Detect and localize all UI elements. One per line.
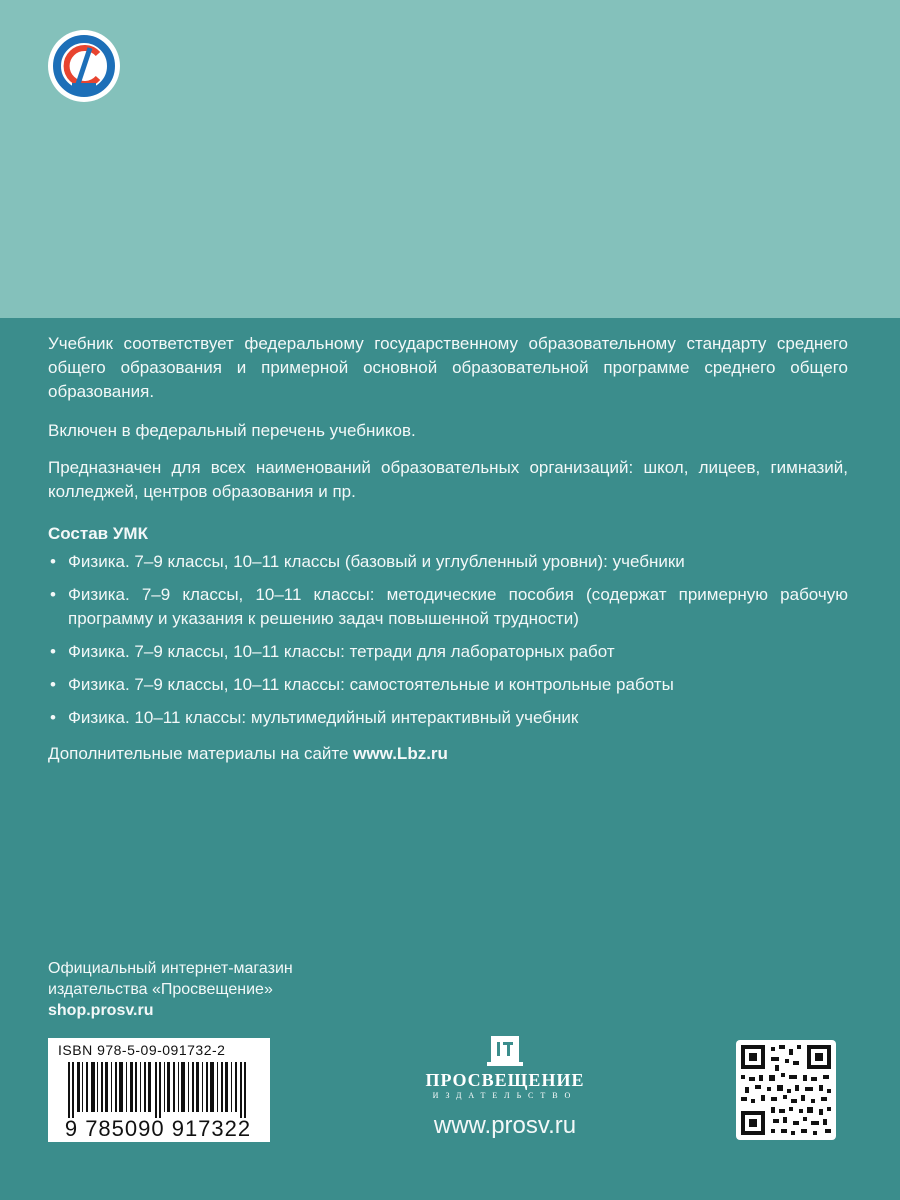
qr-code-icon [741,1045,831,1135]
shop-line-2: издательства «Просвещение» [48,981,273,998]
back-cover-text [48,332,848,766]
umk-title: Состав УМК [48,524,148,543]
umk-item-multimedia: • Физика. 10–11 классы: мультимедийный интерактивный учебник [48,706,848,730]
umk-item-methodical: • Физика. 7–9 классы, 10–11 классы: методические пособия (содержат примерную рабочую программу и указания к решению задач повышенной трудности) [48,583,848,631]
umk-list [48,550,848,730]
publisher-subtitle: ИЗДАТЕЛЬСТВО [432,1091,578,1100]
publisher-url[interactable]: www.prosv.ru [433,1112,577,1139]
shop-line-1: Официальный интернет-магазин [48,960,293,977]
qr-code[interactable] [736,1040,836,1140]
umk-item-lab-notebooks: • Физика. 7–9 классы, 10–11 классы: тетради для лабораторных работ [48,640,848,664]
extra-materials-text: Дополнительные материалы на сайте [48,744,354,763]
extra-materials-link[interactable]: www.Lbz.ru [353,744,448,763]
shop-info [48,958,448,1021]
extra-materials [48,742,848,766]
isbn-barcode [48,1038,270,1142]
prosveshchenie-circle-logo-icon [46,28,122,104]
publisher-name: ПРОСВЕЩЕНИЕ [425,1070,585,1090]
barcode-icon [68,1062,250,1118]
umk-item-tests: • Физика. 7–9 классы, 10–11 классы: самостоятельные и контрольные работы [48,673,848,697]
publisher-book-icon [485,1034,525,1068]
cover-top-band [0,0,900,318]
federal-list-text: Включен в федеральный перечень учебников. [48,421,416,440]
umk-item-textbooks: • Физика. 7–9 классы, 10–11 классы (базовый и углубленный уровни): учебники [48,550,848,574]
isbn-label: ISBN 978-5-09-091732-2 [58,1042,226,1058]
barcode-digits: 9 785090 917322 [64,1116,252,1141]
publisher-block [400,1034,610,1140]
intended-audience-text: Предназначен для всех наименований образовательных организаций: школ, лицеев, гимназий, колледжей, центров образования и пр. [48,458,848,501]
shop-url[interactable]: shop.prosv.ru [48,1002,154,1019]
standard-compliance-text: Учебник соответствует федеральному государственному образовательному стандарту среднего общего образования и примерной основной образовательной программе среднего общего образования. [48,334,848,401]
